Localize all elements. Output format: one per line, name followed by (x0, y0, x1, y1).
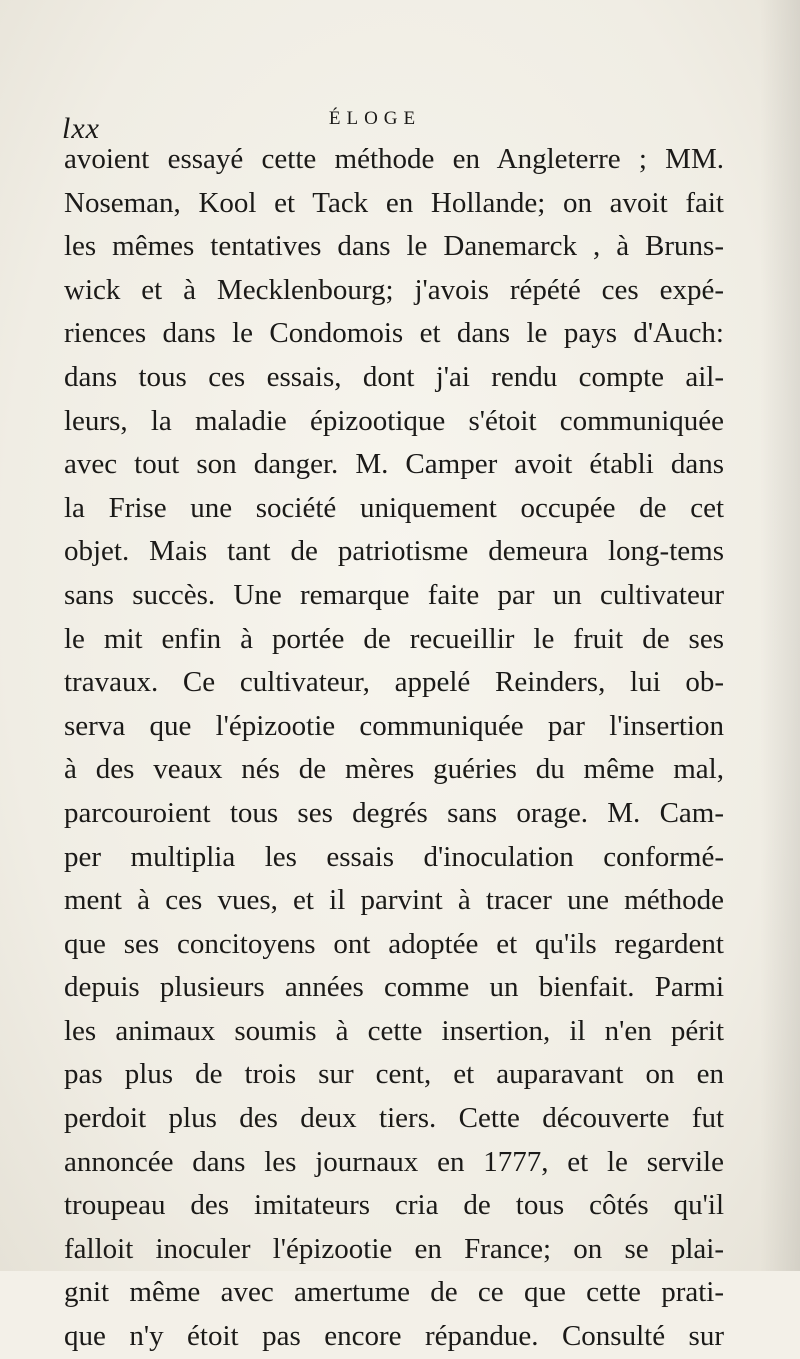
text-line: ment à ces vues, et il parvint à tracer une méthode (64, 884, 724, 917)
body-text (64, 138, 724, 1359)
text-line: parcouroient tous ses degrés sans orage. M. Cam- (64, 796, 724, 829)
text-line: riences dans le Condomois et dans le pays d'Auch: (64, 317, 724, 350)
text-line: que n'y étoit pas encore répandue. Consulté sur (64, 1320, 724, 1353)
text-line: depuis plusieurs années comme un bienfait. Parmi (64, 971, 724, 1004)
text-line: avoient essayé cette méthode en Angleterre ; MM. (64, 143, 724, 175)
text-line: sans succès. Une remarque faite par un cultivateur (64, 578, 724, 611)
text-line: leurs, la maladie épizootique s'étoit communiquée (64, 404, 724, 437)
text-line: le mit enfin à portée de recueillir le fruit de ses (64, 622, 724, 655)
text-line: annoncée dans les journaux en 1777, et le servile (64, 1145, 724, 1178)
page-edge-shadow (760, 0, 800, 1271)
page-number: lxx (62, 112, 100, 145)
text-line: à des veaux nés de mères guéries du même mal, (64, 753, 724, 786)
text-line: objet. Mais tant de patriotisme demeura long-tems (64, 535, 724, 568)
text-line: serva que l'épizootie communiquée par l'insertion (64, 709, 724, 742)
text-line: travaux. Ce cultivateur, appelé Reinders, lui ob- (64, 666, 724, 699)
text-line: les animaux soumis à cette insertion, il n'en périt (64, 1014, 724, 1047)
text-line: dans tous ces essais, dont j'ai rendu compte ail- (64, 360, 724, 393)
text-line: les mêmes tentatives dans le Danemarck , à Bruns- (64, 230, 724, 263)
text-line: la Frise une société uniquement occupée de cet (64, 491, 724, 524)
text-line: avec tout son danger. M. Camper avoit établi dans (64, 448, 724, 481)
text-line: que ses concitoyens ont adoptée et qu'ils regardent (64, 927, 724, 960)
text-line: falloit inoculer l'épizootie en France; on se plai- (64, 1232, 724, 1265)
text-line: gnit même avec amertume de ce que cette prati- (64, 1276, 724, 1309)
text-line: per multiplia les essais d'inoculation conformé- (64, 840, 724, 873)
text-line: troupeau des imitateurs cria de tous côtés qu'il (64, 1189, 724, 1222)
text-line: pas plus de trois sur cent, et auparavant on en (64, 1058, 724, 1091)
text-line: wick et à Mecklenbourg; j'avois répété ces expé- (64, 273, 724, 306)
text-line: perdoit plus des deux tiers. Cette découverte fut (64, 1102, 724, 1135)
text-line: Noseman, Kool et Tack en Hollande; on avoit fait (64, 186, 724, 219)
running-title: ÉLOGE (328, 108, 422, 129)
